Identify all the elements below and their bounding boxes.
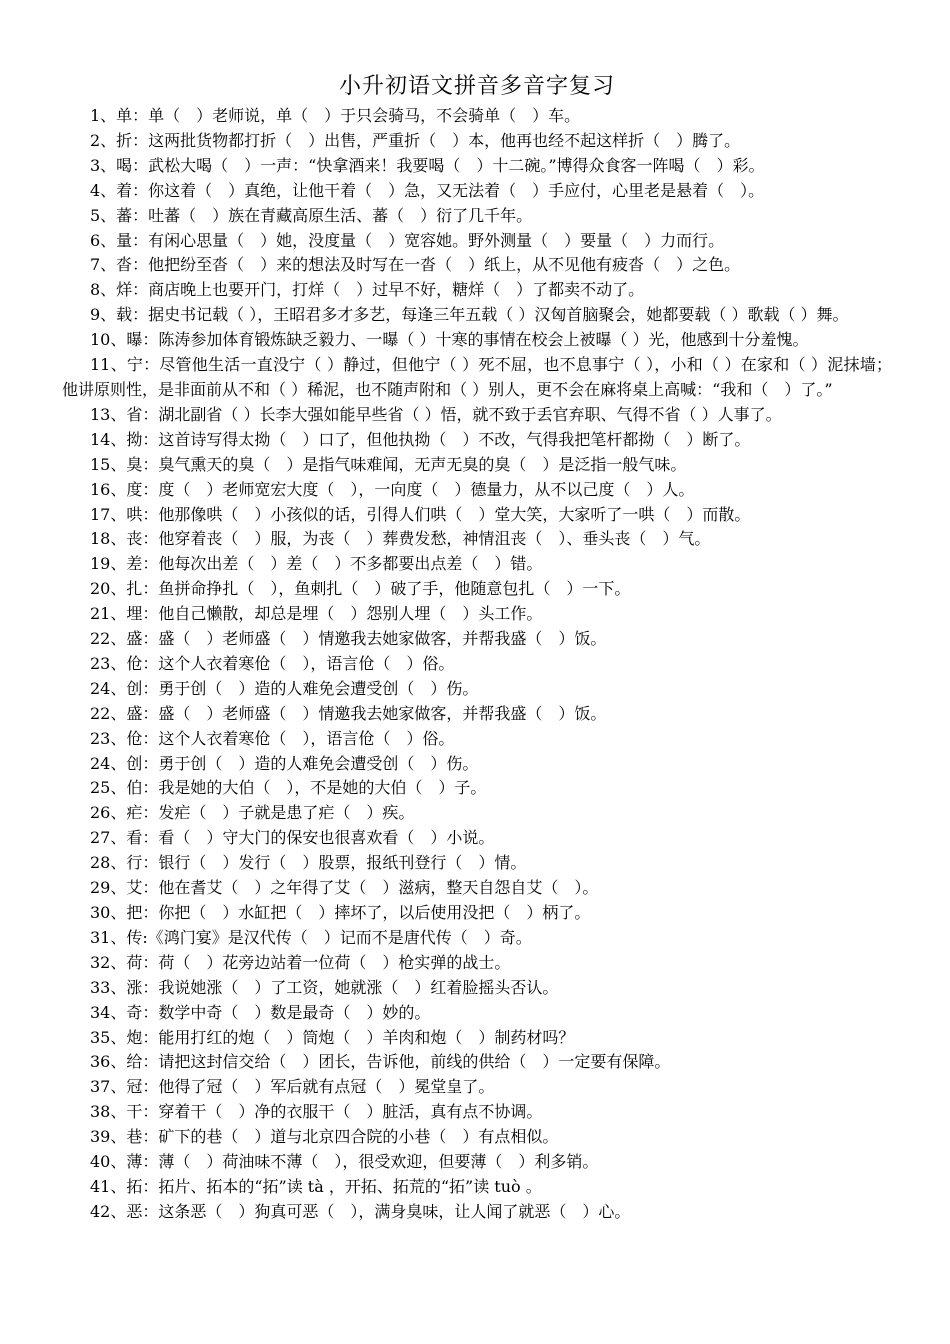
- question-line: 2、折：这两批货物都打折（ ）出售，严重折（ ）本，他再也经不起这样折（ ）腾了。: [90, 130, 741, 150]
- question-line: 23、伧：这个人衣着寒伧（ ），语言伧（ ）俗。: [90, 653, 455, 673]
- question-line: 29、艾：他在耆艾（ ）之年得了艾（ ）滋病，整天自怨自艾（ ）。: [90, 878, 599, 898]
- question-line: 19、差：他每次出差（ ）差（ ）不多都要出点差（ ）错。: [90, 554, 543, 574]
- question-line: 17、哄：他那像哄（ ）小孩似的话，引得人们哄（ ）堂大笑，大家听了一哄（ ）而散。: [90, 504, 751, 524]
- question-line: 34、奇：数学中奇（ ）数是最奇（ ）妙的。: [90, 1002, 431, 1022]
- question-line: 30、把：你把（ ）水缸把（ ）摔坏了，以后使用没把（ ）柄了。: [90, 903, 591, 922]
- question-line: 24、创：勇于创（ ）造的人难免会遭受创（ ）伤。: [90, 753, 479, 773]
- question-line: 3、喝：武松大喝（ ）一声：“快拿酒来！我要喝（ ）十二碗。”博得众食客一阵喝（ ）彩。: [90, 155, 765, 175]
- question-line: 1、单：单（ ）老师说，单（ ）于只会骑马，不会骑单（ ）车。: [90, 106, 581, 125]
- question-line: 27、看：看（ ）守大门的保安也很喜欢看（ ）小说。: [90, 828, 495, 848]
- question-line: 42、恶：这条恶（ ）狗真可恶（ ），满身臭味，让人闻了就恶（ ）心。: [90, 1201, 631, 1221]
- question-line: 38、干：穿着干（ ）净的衣服干（ ）脏活，真有点不协调。: [90, 1102, 543, 1122]
- question-line: 6、量：有闲心思量（ ）她，没度量（ ）宽容她。野外测量（ ）要量（ ）力而行。: [90, 230, 725, 250]
- question-line: 15、臭：臭气熏天的臭（ ）是指气味难闻，无声无臭的臭（ ）是泛指一般气味。: [90, 454, 687, 474]
- question-line: 23、伧：这个人衣着寒伧（ ），语言伧（ ）俗。: [90, 728, 455, 748]
- question-line: 39、巷：矿下的巷（ ）道与北京四合院的小巷（ ）有点相似。: [90, 1127, 559, 1147]
- question-line: 11、宁：尽管他生活一直没宁（ ）静过，但他宁（ ）死不屈，也不息事宁（ ），小和（ ）在家和（ ）泥抹墙；他讲原则性，是非面前从不和（ ）稀泥，也不随声附和（ ）别人，更不会在麻将桌上高喊：“我和（ ）了。”: [62, 355, 892, 399]
- question-line: 24、创：勇于创（ ）造的人难免会遭受创（ ）伤。: [90, 678, 479, 698]
- question-line: 25、伯：我是她的大伯（ ），不是她的大伯（ ）子。: [90, 778, 487, 798]
- question-line: 14、拗：这首诗写得太拗（ ）口了，但他执拗（ ）不改，气得我把笔杆都拗（ ）断了。: [90, 429, 751, 449]
- question-line: 35、炮：能用打红的炮（ ）筒炮（ ）羊肉和炮（ ）制药材吗？: [90, 1027, 575, 1047]
- question-line: 10、曝：陈涛参加体育锻炼缺乏毅力、一曝（ ）十寒的事情在校会上被曝（ ）光，他感到十分羞愧。: [90, 330, 809, 350]
- question-line: 21、埋：他自己懒散，却总是埋（ ）怨别人埋（ ）头工作。: [90, 604, 543, 624]
- question-line: 26、疟：发疟（ ）子就是患了疟（ ）疾。: [90, 803, 415, 823]
- document-title: 小升初语文拼音多音字复习: [338, 74, 615, 99]
- question-line: 18、丧：他穿着丧（ ）服，为丧（ ）葬费发愁，神情沮丧（ ）、垂头丧（ ）气。: [90, 529, 711, 549]
- question-line: 7、沓：他把纷至沓（ ）来的想法及时写在一沓（ ）纸上，从不见他有疲沓（ ）之色。: [90, 255, 741, 275]
- question-line: 9、载：据史书记载（ ），王昭君多才多艺，每逢三年五载（ ）汉匈首脑聚会，她都要载（ ）歌载（ ）舞。: [90, 305, 849, 325]
- question-line: 4、着：你这着（ ）真绝，让他干着（ ）急，又无法着（ ）手应付，心里老是悬着（ ）。: [90, 180, 765, 200]
- question-line: 22、盛：盛（ ）老师盛（ ）情邀我去她家做客，并帮我盛（ ）饭。: [90, 629, 607, 649]
- question-line: 32、荷：荷（ ）花旁边站着一位荷（ ）枪实弹的战士。: [90, 952, 511, 972]
- question-line: 31、传:《鸿门宴》是汉代传（ ）记而不是唐代传（ ）奇。: [90, 927, 532, 947]
- question-line: 20、扎：鱼拼命挣扎（ ），鱼刺扎（ ）破了手，他随意包扎（ ）一下。: [90, 579, 631, 599]
- question-line: 5、蕃：吐蕃（ ）族在青藏高原生活、蕃（ ）衍了几千年。: [90, 205, 533, 225]
- question-line: 41、拓：拓片、拓本的“拓”读 tà ，开拓、拓荒的“拓”读 tuò 。: [90, 1176, 542, 1196]
- question-line: 33、涨：我说她涨（ ）了工资，她就涨（ ）红着脸摇头否认。: [90, 977, 559, 997]
- question-line: 16、度：度（ ）老师宽宏大度（ ），一向度（ ）德量力，从不以己度（ ）人。: [90, 479, 695, 499]
- question-line: 40、薄：薄（ ）荷油味不薄（ ），很受欢迎，但要薄（ ）利多销。: [90, 1152, 599, 1172]
- question-line: 22、盛：盛（ ）老师盛（ ）情邀我去她家做客，并帮我盛（ ）饭。: [90, 703, 607, 723]
- question-line: 28、行：银行（ ）发行（ ）股票，报纸刊登行（ ）情。: [90, 853, 527, 873]
- question-list: [62, 104, 892, 1225]
- question-line: 8、烊：商店晚上也要开门，打烊（ ）过早不好，糖烊（ ）了都卖不动了。: [90, 280, 645, 300]
- question-line: 13、省：湖北副省（ ）长李大强如能早些省（ ）悟，就不致于丢官弃职、气得不省（ ）人事了。: [90, 404, 782, 424]
- question-line: 37、冠：他得了冠（ ）军后就有点冠（ ）冕堂皇了。: [90, 1077, 495, 1097]
- question-line: 36、给：请把这封信交给（ ）团长，告诉他，前线的供给（ ）一定要有保障。: [90, 1052, 671, 1072]
